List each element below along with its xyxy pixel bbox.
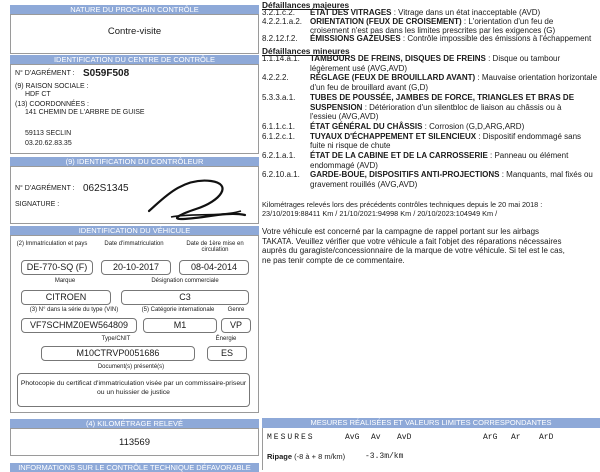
defect-row bbox=[262, 74, 597, 83]
defect-text: fuite ni risque de chute bbox=[310, 141, 391, 151]
defect-text: : Disque ou tambour bbox=[485, 54, 561, 63]
centre-agrement-label: N° D'AGRÉMENT : bbox=[15, 70, 75, 77]
defect-row bbox=[262, 104, 561, 113]
defect-title: GARDE-BOUE, DISPOSITIFS ANTI-PROJECTIONS bbox=[310, 170, 500, 180]
date-immat-value: 20-10-2017 bbox=[101, 260, 171, 275]
km-box bbox=[10, 428, 259, 456]
marque-value: CITROEN bbox=[21, 290, 111, 305]
documents-label: Document(s) présenté(s) bbox=[97, 364, 165, 370]
defect-text: : Corrosion (G,D,ARG,ARD) bbox=[422, 121, 525, 131]
mesures-header: MESURES RÉALISÉES ET VALEURS LIMITES CORRESPONDANTES bbox=[262, 418, 600, 428]
type-value: M10CTRVP0051686 bbox=[41, 346, 195, 361]
km-history-line: Kilométrages relevés lors des précédents contrôles techniques depuis le 20 mai 2018 : bbox=[262, 200, 543, 209]
defect-code: 8.2.12.f.2. bbox=[262, 34, 298, 44]
defect-text: : Contrôle impossible des émissions à l'échappement bbox=[400, 34, 592, 44]
defect-title: TUYAUX D'ÉCHAPPEMENT ET SILENCIEUX bbox=[310, 131, 477, 141]
vin-label: (3) N° dans la série du type (VIN) bbox=[29, 307, 119, 313]
defect-code: 4.2.2.2. bbox=[262, 73, 289, 83]
majeures-title: Défaillances majeures bbox=[262, 0, 350, 10]
premiere-circulation-value: 08-04-2014 bbox=[179, 260, 249, 275]
nature-header: NATURE DU PROCHAIN CONTRÔLE bbox=[10, 5, 259, 14]
defect-text: : L'orientation d'un feu de bbox=[461, 16, 554, 26]
defect-row bbox=[262, 94, 574, 103]
controleur-agrement-value: 062S1345 bbox=[83, 183, 129, 194]
col-av: Av bbox=[371, 433, 381, 442]
col-avg: AvG bbox=[345, 433, 360, 442]
premiere-circulation-label: Date de 1ère mise en circulation bbox=[186, 241, 244, 253]
defect-title: ÉTAT DE LA CABINE ET DE LA CARROSSERIE bbox=[310, 151, 488, 160]
defect-text: croisement n'est pas dans les limites prescrites par les exigences (G) bbox=[310, 25, 556, 35]
defect-code: 6.1.2.c.1. bbox=[262, 131, 295, 141]
defect-title: ÉTAT DES VITRAGES bbox=[310, 8, 392, 17]
date-immat-label: Date d'immatriculation bbox=[104, 241, 164, 247]
vehicule-header: IDENTIFICATION DU VÉHICULE bbox=[10, 226, 259, 235]
vin-value: VF7SCHMZ0EW564809 bbox=[21, 318, 137, 333]
ripage-range: (-8 à + 8 m/km) bbox=[294, 452, 346, 461]
defect-title: TAMBOURS DE FREINS, DISQUES DE FREINS bbox=[310, 54, 486, 63]
signature-scribble bbox=[141, 171, 251, 223]
nature-box bbox=[10, 14, 259, 54]
defect-title: ÉTAT GÉNÉRAL DU CHÂSSIS bbox=[310, 121, 423, 131]
recall-line: auprès du garagiste/concessionnaire de la marque de votre véhicule. Si tel est le cas, bbox=[262, 246, 565, 255]
defect-title: ORIENTATION (FEUX DE CROISEMENT) bbox=[310, 16, 462, 26]
energie-value: ES bbox=[207, 346, 247, 361]
mesures-col-title: MESURES bbox=[267, 433, 315, 442]
designation-label: Désignation commerciale bbox=[151, 278, 219, 284]
genre-label: Genre bbox=[227, 307, 245, 313]
km-value: 113569 bbox=[119, 437, 150, 448]
centre-header: IDENTIFICATION DU CENTRE DE CONTRÔLE bbox=[10, 55, 259, 64]
defect-row bbox=[262, 84, 428, 93]
col-ard: ArD bbox=[539, 433, 554, 442]
defect-text: : Panneau ou élément bbox=[487, 151, 569, 160]
controleur-agrement-label: N° D'AGRÉMENT : bbox=[15, 185, 75, 192]
ripage-value: -3.3m/km bbox=[365, 452, 404, 461]
genre-value: VP bbox=[221, 318, 251, 333]
defect-code: 6.2.1.a.1. bbox=[262, 151, 296, 160]
mineures-title: Défaillances mineures bbox=[262, 46, 350, 56]
defect-row bbox=[262, 181, 417, 190]
raison-sociale-value: HDF CT bbox=[25, 91, 51, 98]
recall-line: ne pas tenir compte de ce commentaire. bbox=[262, 255, 405, 265]
vehicule-box bbox=[10, 235, 259, 413]
defect-code: 4.2.2.1.a.2. bbox=[262, 16, 303, 26]
col-ar: Ar bbox=[511, 433, 521, 442]
coordonnees-label: (13) COORDONNÉES : bbox=[15, 101, 89, 108]
defect-row bbox=[262, 142, 391, 151]
type-label: Type/CNIT bbox=[101, 336, 131, 342]
defect-title: SUSPENSION bbox=[310, 102, 363, 112]
defect-title: ÉMISSIONS GAZEUSES bbox=[310, 34, 401, 44]
defect-text: : Vitrage dans un état inacceptable (AVD) bbox=[391, 8, 541, 17]
col-avd: AvD bbox=[397, 433, 412, 442]
defect-row bbox=[262, 162, 378, 171]
designation-value: C3 bbox=[121, 290, 249, 305]
documents-value: Photocopie du certificat d'immatriculation visée par un commissaire-priseur ou un huissier de justice bbox=[17, 373, 250, 407]
recall-line: TAKATA. Veuillez vérifier que votre véhicule a fait l'objet des réparations nécessaires bbox=[262, 236, 562, 246]
defect-code: 5.3.3.a.1. bbox=[262, 92, 296, 102]
km-history bbox=[262, 200, 542, 218]
defect-code: 1.1.14.a.1. bbox=[262, 54, 300, 63]
defect-text: : Dispositif endommagé sans bbox=[476, 131, 582, 141]
defect-row bbox=[262, 55, 560, 64]
address-line2: 59113 SECLIN bbox=[25, 130, 72, 137]
raison-sociale-label: (9) RAISON SOCIALE : bbox=[15, 83, 89, 90]
km-history-line: 23/10/2019:88411 Km / 21/10/2021:94998 Km / 20/10/2023:104949 Km / bbox=[262, 209, 498, 218]
bottom-left-header: INFORMATIONS SUR LE CONTRÔLE TECHNIQUE DÉFAVORABLE bbox=[10, 463, 259, 472]
defect-row bbox=[262, 35, 591, 44]
controleur-header: (9) IDENTIFICATION DU CONTRÔLEUR bbox=[10, 157, 259, 166]
defect-text: l'essieu (AVG,AVD) bbox=[310, 112, 379, 122]
signature-label: SIGNATURE : bbox=[15, 201, 60, 208]
marque-label: Marque bbox=[54, 278, 76, 284]
defect-code: 6.2.10.a.1. bbox=[262, 170, 300, 180]
defect-row bbox=[262, 171, 593, 180]
categorie-value: M1 bbox=[143, 318, 217, 333]
km-header: (4) KILOMÉTRAGE RELEVÉ bbox=[10, 419, 259, 428]
centre-agrement-value: S059F508 bbox=[83, 68, 130, 79]
defect-text: légèrement usé (AVG,AVD) bbox=[310, 63, 408, 73]
defect-row bbox=[262, 123, 524, 132]
ripage-row bbox=[267, 452, 345, 461]
defect-row bbox=[262, 65, 407, 74]
defect-text: d'un feu de brouillard avant (G,D) bbox=[310, 83, 429, 93]
defect-title: TUBES DE POUSSÉE, JAMBES DE FORCE, TRIANGLES ET BRAS DE bbox=[310, 92, 575, 102]
address-line1: 141 CHEMIN DE L'ARBRE DE GUISE bbox=[25, 109, 145, 116]
defect-text: gravement rouillés (AVG,AVD) bbox=[310, 180, 418, 190]
immat-value: DE-770-SQ (F) bbox=[21, 260, 93, 275]
defect-title: RÉGLAGE (FEUX DE BROUILLARD AVANT) bbox=[310, 73, 476, 83]
defect-row bbox=[262, 113, 378, 122]
recall-notice bbox=[262, 227, 565, 265]
recall-line: Votre véhicule est concerné par la campagne de rappel portant sur les airbags bbox=[262, 227, 540, 236]
controleur-box bbox=[10, 166, 259, 224]
defect-text: : Manquants, mal fixés ou bbox=[499, 170, 593, 180]
phone: 03.20.62.83.35 bbox=[25, 140, 72, 147]
col-arg: ArG bbox=[483, 433, 498, 442]
ripage-label: Ripage bbox=[267, 452, 293, 461]
defect-text: : Mauvaise orientation horizontale bbox=[475, 73, 598, 83]
centre-box bbox=[10, 64, 259, 154]
defect-row bbox=[262, 133, 581, 142]
nature-value: Contre-visite bbox=[107, 26, 162, 37]
defect-row bbox=[262, 152, 568, 161]
energie-label: Énergie bbox=[215, 336, 237, 342]
defect-code: 6.1.1.c.1. bbox=[262, 121, 295, 131]
immat-label: (2) Immatriculation et pays bbox=[16, 241, 88, 247]
mesures-box bbox=[262, 428, 599, 470]
defect-code: 3.2.1.c.2. bbox=[262, 8, 295, 17]
categorie-label: (5) Catégorie internationale bbox=[141, 307, 215, 313]
defect-text: : Détérioration d'un silentbloc de liaison au châssis ou à bbox=[362, 102, 562, 112]
defect-text: endommagé (AVD) bbox=[310, 160, 378, 170]
